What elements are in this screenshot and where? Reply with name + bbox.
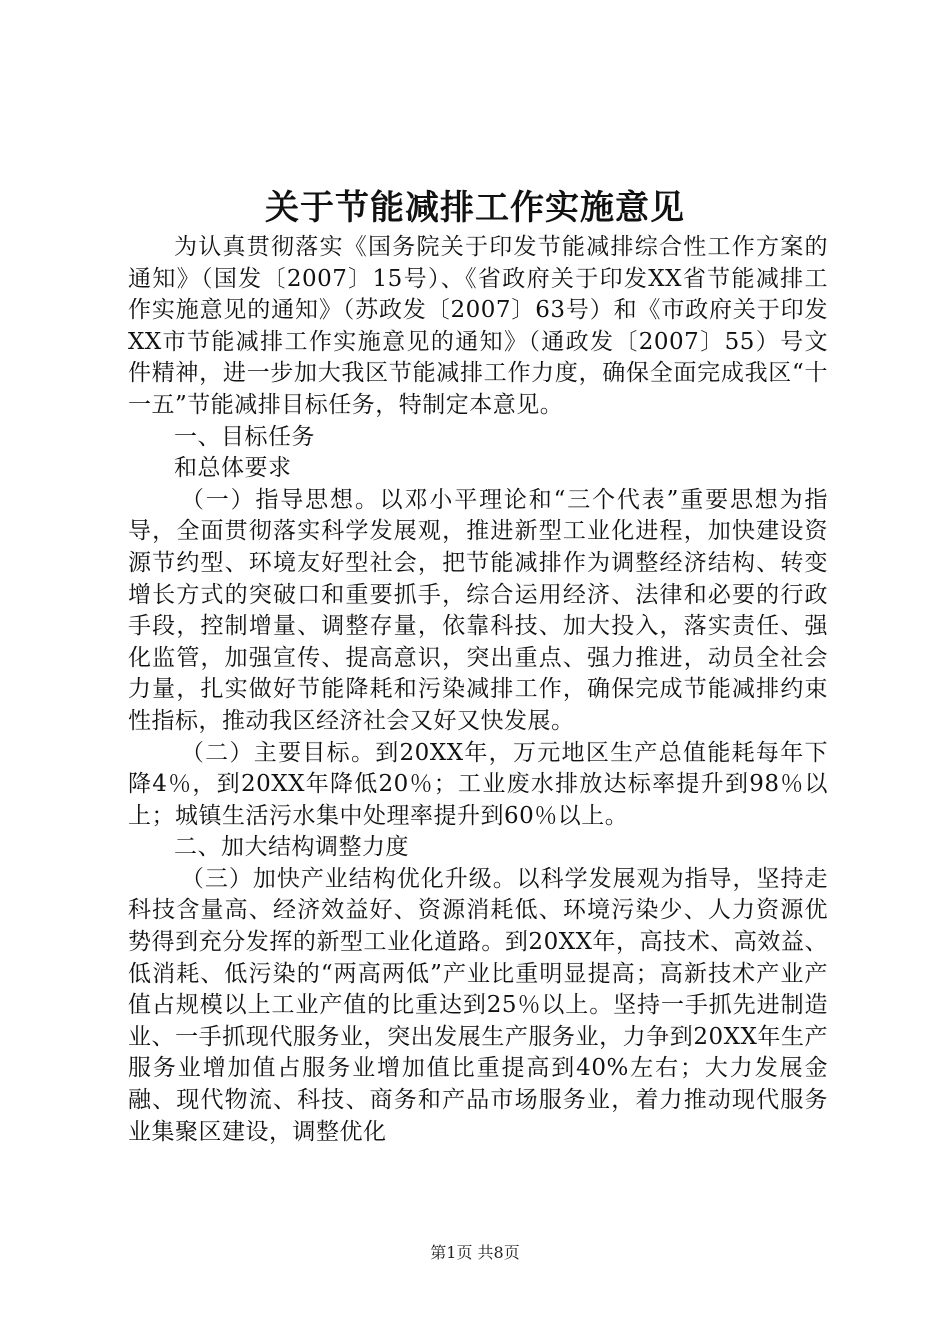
industry-upgrade-paragraph: （三）加快产业结构优化升级。以科学发展观为指导，坚持走科技含量高、经济效益好、资源消耗低、环境污染少、人力资源优势得到充分发挥的新型工业化道路。到20XX年，高技术、高效益、低消耗、低污染的“两高两低”产业比重明显提高；高新技术产业产值占规模以上工业产值的比重达到25％以上。坚持一手抓先进制造业、一手抓现代服务业，突出发展生产服务业，力争到20XX年生产服务业增加值占服务业增加值比重提高到40%左右；大力发展金融、现代物流、科技、商务和产品市场服务业，着力推动现代服务业集聚区建设，调整优化 bbox=[128, 865, 828, 1145]
section-heading-1-continued: 和总体要求 bbox=[174, 455, 292, 482]
main-targets-paragraph: （二）主要目标。到20XX年，万元地区生产总值能耗每年下降4％，到20XX年降低20％；工业废水排放达标率提升到98％以上；城镇生活污水集中处理率提升到60％以上。 bbox=[128, 739, 828, 829]
document-body bbox=[128, 232, 828, 1148]
section-heading-2: 二、加大结构调整力度 bbox=[174, 834, 409, 861]
page-number-footer: 第1页 共8页 bbox=[430, 1243, 520, 1262]
document-title: 关于节能减排工作实施意见 bbox=[265, 188, 685, 228]
section-heading-1: 一、目标任务 bbox=[174, 423, 315, 450]
guiding-thought-paragraph: （一）指导思想。以邓小平理论和“三个代表”重要思想为指导，全面贯彻落实科学发展观，推进新型工业化进程，加快建设资源节约型、环境友好型社会，把节能减排作为调整经济结构、转变增长方式的突破口和重要抓手，综合运用经济、法律和必要的行政手段，控制增量、调整存量，依靠科技、加大投入，落实责任、强化监管，加强宣传、提高意识，突出重点、强力推进，动员全社会力量，扎实做好节能降耗和污染减排工作，确保完成节能减排约束性指标，推动我区经济社会又好又快发展。 bbox=[128, 486, 828, 734]
intro-paragraph: 为认真贯彻落实《国务院关于印发节能减排综合性工作方案的通知》（国发〔2007〕15号）、《省政府关于印发XX省节能减排工作实施意见的通知》（苏政发〔2007〕63号）和《市政府关于印发XX市节能减排工作实施意见的通知》（通政发〔2007〕55）号文件精神，进一步加大我区节能减排工作力度，确保全面完成我区“十一五”节能减排目标任务，特制定本意见。 bbox=[128, 234, 828, 418]
